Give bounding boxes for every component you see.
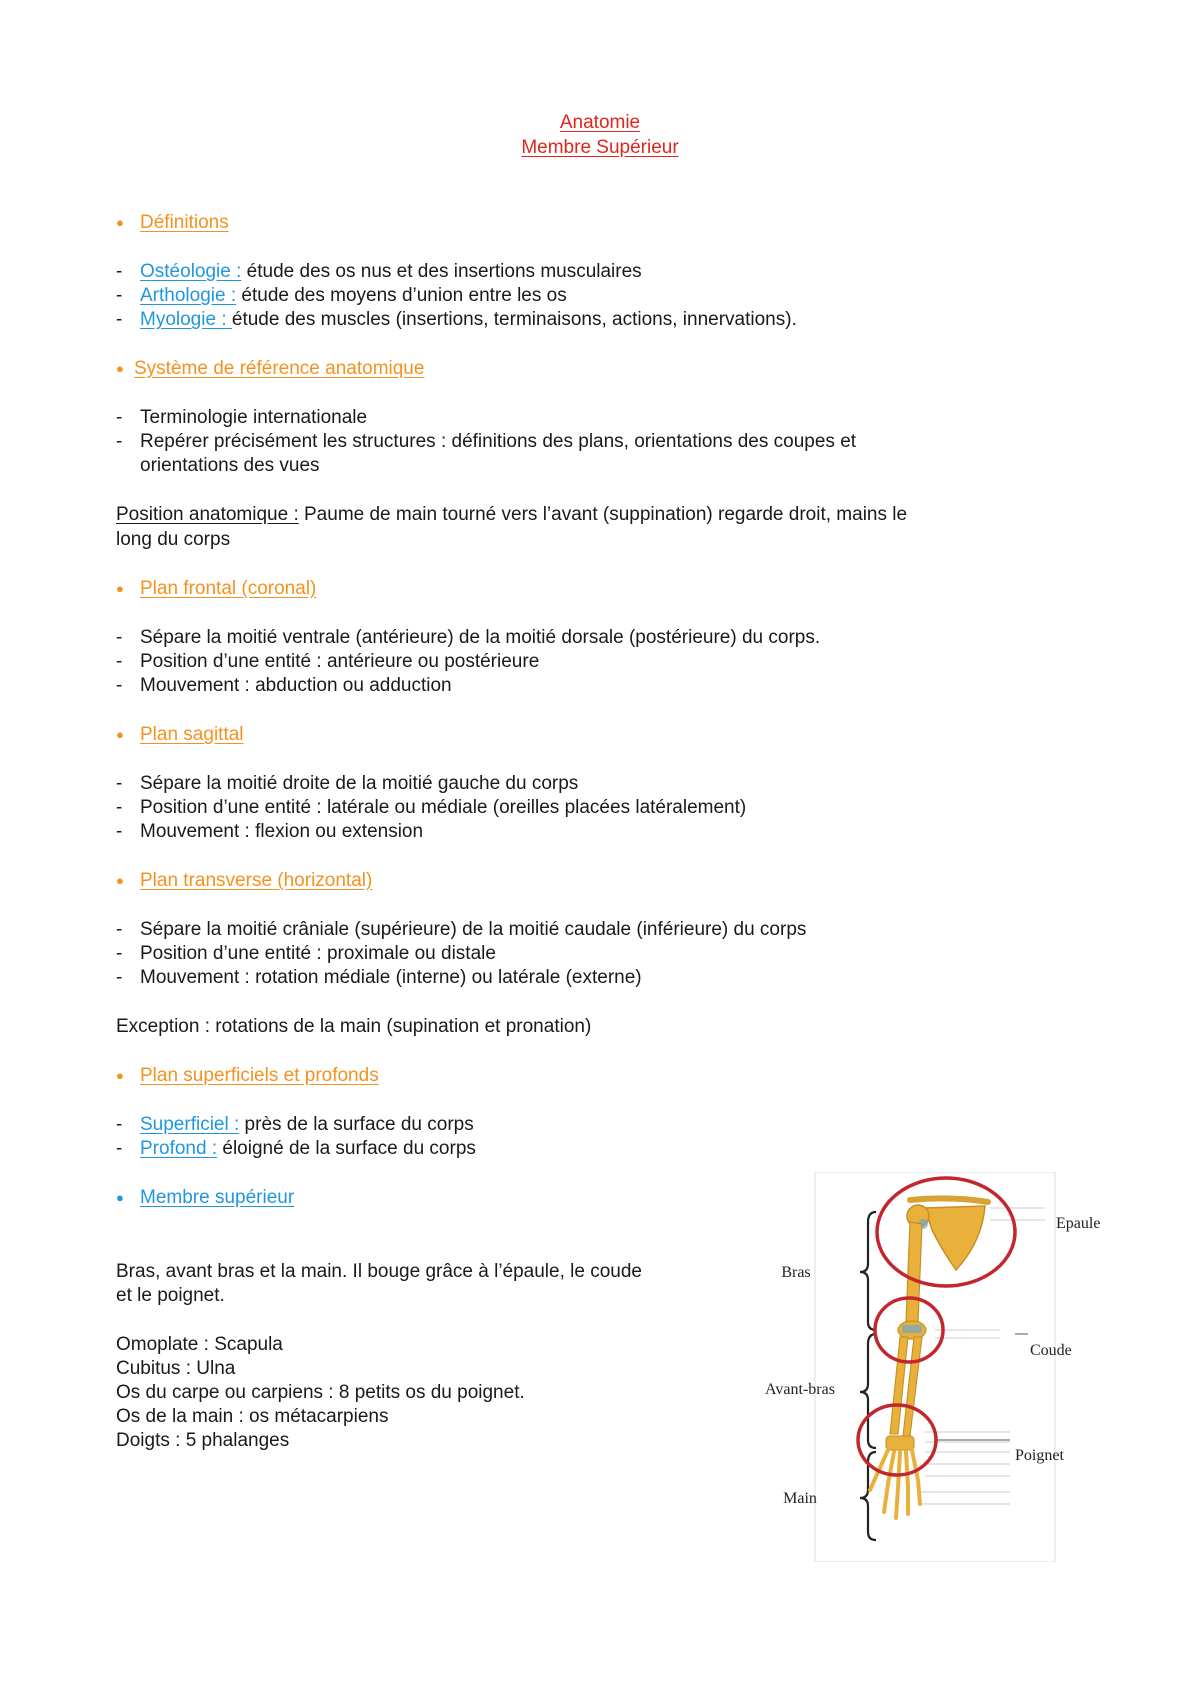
dash-marker: -	[116, 675, 123, 696]
document-subtitle: Membre Supérieur	[521, 137, 679, 158]
section-heading: Plan superficiels et profonds	[140, 1065, 379, 1086]
term-link[interactable]: Arthologie :	[140, 285, 237, 306]
definition-text: éloigné de la surface du corps	[217, 1138, 476, 1159]
dash-marker: -	[116, 797, 123, 818]
label-poignet: Poignet	[1015, 1447, 1064, 1464]
paragraph-text: Bras, avant bras et la main. Il bouge grâce à l’épaule, le coude	[116, 1261, 642, 1282]
dash-marker: -	[116, 943, 123, 964]
dash-marker: -	[116, 919, 123, 940]
list-item-text: orientations des vues	[140, 455, 320, 476]
section-heading: Plan transverse (horizontal)	[140, 870, 373, 891]
term-link[interactable]: Ostéologie :	[140, 261, 242, 282]
section-heading: Plan frontal (coronal)	[140, 578, 317, 599]
dash-marker: -	[116, 407, 123, 428]
paragraph-text: et le poignet.	[116, 1285, 225, 1306]
label-coude: Coude	[1030, 1342, 1072, 1359]
label-epaule: Epaule	[1056, 1215, 1101, 1232]
text-line-content: Doigts : 5 phalanges	[116, 1430, 290, 1451]
clavicle-shape	[910, 1198, 988, 1202]
anatomic-position-text: Paume de main tourné vers l’avant (suppination) regarde droit, mains le	[298, 504, 908, 525]
label-avant-bras: Avant-bras	[765, 1381, 835, 1398]
document-title: Anatomie	[559, 112, 641, 133]
upper-limb-skeleton-figure	[760, 1172, 1105, 1562]
bullet-icon: ●	[116, 1190, 124, 1205]
dash-marker: -	[116, 773, 123, 794]
list-item-text: Position d’une entité : antérieure ou postérieure	[140, 651, 540, 672]
bullet-icon: ●	[116, 873, 124, 888]
dash-marker: -	[116, 1138, 123, 1159]
dash-marker: -	[116, 431, 123, 452]
list-item-text: Sépare la moitié droite de la moitié gauche du corps	[140, 773, 579, 794]
text-line-content: Os de la main : os métacarpiens	[116, 1406, 389, 1427]
section-heading: Système de référence anatomique	[134, 358, 425, 379]
dash-marker: -	[116, 627, 123, 648]
dash-marker: -	[116, 821, 123, 842]
carpals-shape	[886, 1436, 914, 1450]
definition-text: près de la surface du corps	[239, 1114, 474, 1135]
bullet-icon: ●	[116, 361, 124, 376]
anatomic-position-label: Position anatomique :	[116, 504, 299, 525]
list-item-text: Sépare la moitié crâniale (supérieure) de la moitié caudale (inférieure) du corps	[140, 919, 807, 940]
dash-marker: -	[116, 1114, 123, 1135]
list-item-text: Sépare la moitié ventrale (antérieure) de la moitié dorsale (postérieure) du corps.	[140, 627, 821, 648]
list-item-text: Mouvement : rotation médiale (interne) ou latérale (externe)	[140, 967, 642, 988]
list-item-text: Position d’une entité : proximale ou distale	[140, 943, 496, 964]
elbow-joint-highlight	[902, 1325, 922, 1333]
list-item-text: Position d’une entité : latérale ou médiale (oreilles placées latéralement)	[140, 797, 747, 818]
bullet-icon: ●	[116, 581, 124, 596]
term-link[interactable]: Profond :	[140, 1138, 218, 1159]
section-heading: Définitions	[140, 212, 229, 233]
exception-text: Exception : rotations de la main (supination et pronation)	[116, 1016, 592, 1037]
section-heading: Plan sagittal	[140, 724, 244, 745]
bullet-icon: ●	[116, 1068, 124, 1083]
label-bras: Bras	[781, 1264, 811, 1281]
text-line-content: Omoplate : Scapula	[116, 1334, 283, 1355]
section-heading[interactable]: Membre supérieur	[140, 1187, 295, 1208]
list-item-text: Mouvement : abduction ou adduction	[140, 675, 452, 696]
dash-marker: -	[116, 651, 123, 672]
text-line-content: Cubitus : Ulna	[116, 1358, 236, 1379]
anatomic-position-text: long du corps	[116, 529, 231, 550]
definition-text: étude des moyens d’union entre les os	[236, 285, 567, 306]
dash-marker: -	[116, 967, 123, 988]
dash-marker: -	[116, 309, 123, 330]
bullet-icon: ●	[116, 215, 124, 230]
bullet-icon: ●	[116, 727, 124, 742]
definition-text: étude des muscles (insertions, terminaisons, actions, innervations).	[231, 309, 797, 330]
text-line-content: Os du carpe ou carpiens : 8 petits os du poignet.	[116, 1382, 525, 1403]
list-item-text: Repérer précisément les structures : définitions des plans, orientations des coupes et	[140, 431, 857, 452]
term-link[interactable]: Myologie :	[140, 309, 232, 330]
dash-marker: -	[116, 261, 123, 282]
list-item-text: Terminologie internationale	[140, 407, 368, 428]
list-item-text: Mouvement : flexion ou extension	[140, 821, 424, 842]
dash-marker: -	[116, 285, 123, 306]
definition-text: étude des os nus et des insertions musculaires	[241, 261, 642, 282]
term-link[interactable]: Superficiel :	[140, 1114, 240, 1135]
label-main: Main	[783, 1490, 817, 1507]
